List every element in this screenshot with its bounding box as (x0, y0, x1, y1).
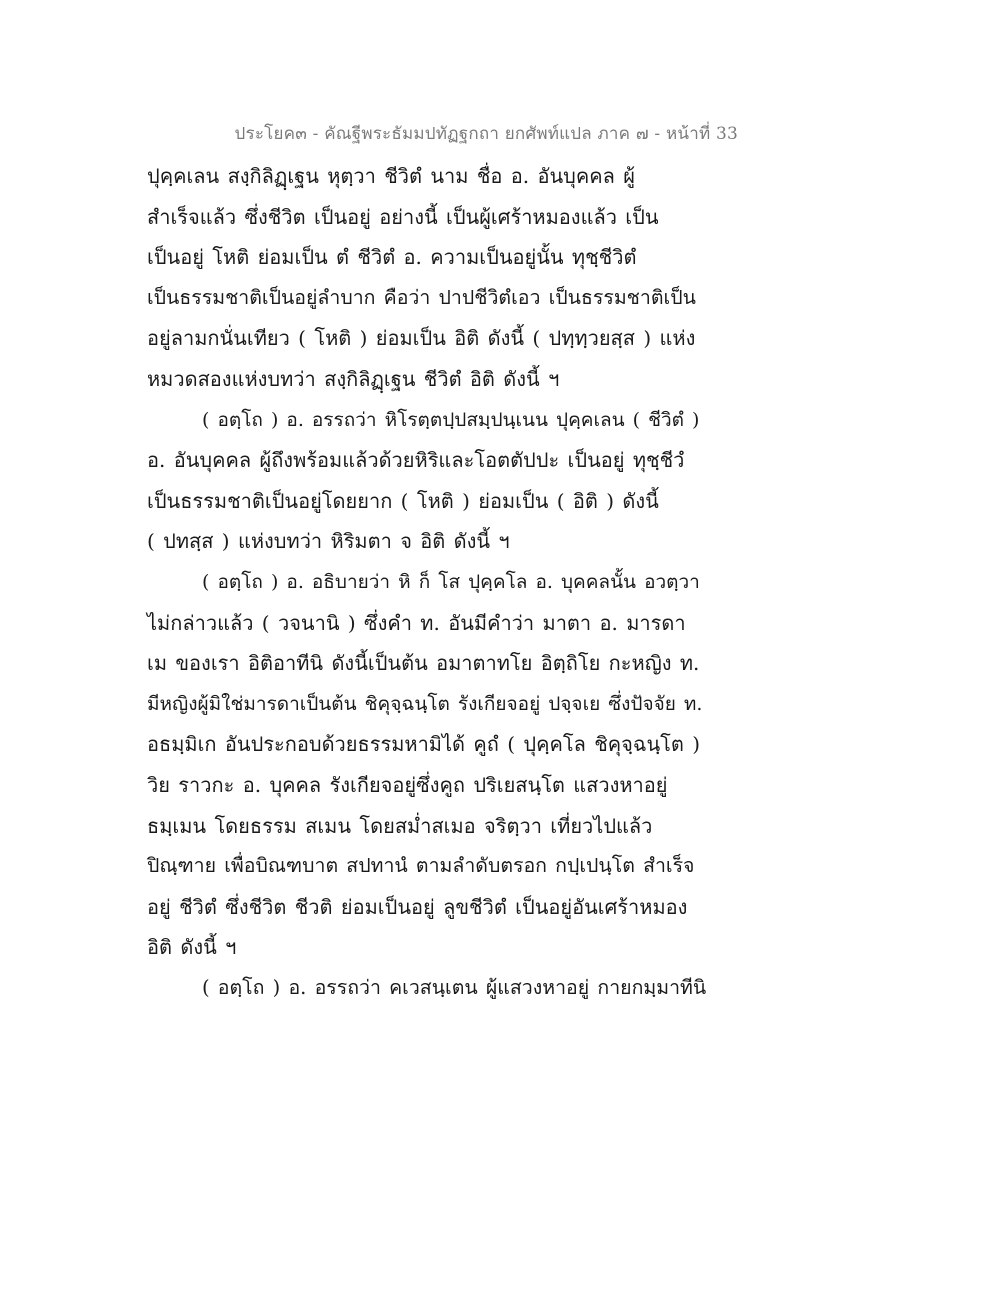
text-line-19: อยู่ ชีวิตํ ซึ่งชีวิต ชีวติ ย่อมเป็นอยู่ ลูขชีวิตํ เป็นอยู่อันเศร้าหมอง (147, 894, 688, 919)
text-line-17: ธมฺเมน โดยธรรม สเมน โดยสม่ำสเมอ จริตฺวา เที่ยวไปแล้ว (147, 813, 653, 838)
text-line-8: อ. อันบุคคล ผู้ถึงพร้อมแล้วด้วยหิริและโอตตัปปะ เป็นอยู่ ทุชฺชีวํ (147, 448, 685, 473)
text-line-4: เป็นธรรมชาติเป็นอยู่ลำบาก คือว่า ปาปชีวิตํเอว เป็นธรรมชาติเป็น (147, 285, 696, 309)
text-line-1: ปุคฺคเลน สงฺกิลิฏฺเฐน หุตฺวา ชีวิตํ นาม ชื่อ อ. อันบุคคล ผู้ (147, 164, 635, 188)
text-line-6: หมวดสองแห่งบทว่า สงฺกิลิฏฺเฐน ชีวิตํ อิติ ดังนี้ ฯ (147, 366, 560, 391)
text-line-16: วิย ราวกะ อ. บุคคล รังเกียจอยู่ซึ่งคูถ ปริเยสนฺโต แสวงหาอยู่ (147, 772, 668, 797)
text-line-5: อยู่ลามกนั่นเทียว ( โหติ ) ย่อมเป็น อิติ ดังนี้ ( ปทฺทฺวยสฺส ) แห่ง (147, 326, 696, 351)
text-line-18: ปิณฺฑาย เพื่อบิณฑบาต สปทานํ ตามลำดับตรอก กปฺเปนฺโต สำเร็จ (147, 854, 695, 878)
text-line-21: ( อตฺโถ ) อ. อรรถว่า คเวสนฺเตน ผู้แสวงหาอยู่ กายกมฺมาทีนิ (202, 975, 707, 999)
text-line-10: ( ปทสฺส ) แห่งบทว่า หิริมตา จ อิติ ดังนี้ ฯ (147, 529, 510, 554)
text-line-15: อธมฺมิเก อันประกอบด้วยธรรมหามิได้ คูถํ ( ปุคฺคโล ชิคุจฺฉนฺโต ) (147, 732, 701, 757)
text-line-14: มีหญิงผู้มิใช่มารดาเป็นต้น ชิคุจฺฉนฺโต รังเกียจอยู่ ปจฺจเย ซึ่งปัจจัย ท. (147, 692, 703, 715)
text-line-7: ( อตฺโถ ) อ. อรรถว่า หิโรตฺตปฺปสมฺปนฺเนน ปุคฺคเลน ( ชีวิตํ ) (202, 408, 700, 431)
text-line-2: สำเร็จแล้ว ซึ่งชีวิต เป็นอยู่ อย่างนี้ เป็นผู้เศร้าหมองแล้ว เป็น (147, 204, 659, 229)
text-line-20: อิติ ดังนี้ ฯ (147, 935, 237, 960)
text-line-13: เม ของเรา อิติอาทีนิ ดังนี้เป็นต้น อมาตาทโย อิตฺถิโย กะหญิง ท. (147, 651, 700, 676)
text-line-9: เป็นธรรมชาติเป็นอยู่โดยยาก ( โหติ ) ย่อมเป็น ( อิติ ) ดังนี้ (147, 488, 659, 513)
text-line-11: ( อตฺโถ ) อ. อธิบายว่า หิ ก็ โส ปุคฺคโล อ. บุคคลนั้น อวตฺวา (202, 570, 700, 593)
body-text (147, 156, 707, 1008)
text-line-3: เป็นอยู่ โหติ ย่อมเป็น ตํ ชีวิตํ อ. ความเป็นอยู่นั้น ทุชฺชีวิตํ (147, 245, 637, 270)
text-line-12: ไม่กล่าวแล้ว ( วจนานิ ) ซึ่งคำ ท. อันมีคำว่า มาตา อ. มารดา (147, 610, 686, 635)
running-header: ประโยค๓ - คัณฐีพระธัมมปทัฏฐกถา ยกศัพท์แปล ภาค ๗ - หน้าที่ 33 (234, 124, 738, 144)
